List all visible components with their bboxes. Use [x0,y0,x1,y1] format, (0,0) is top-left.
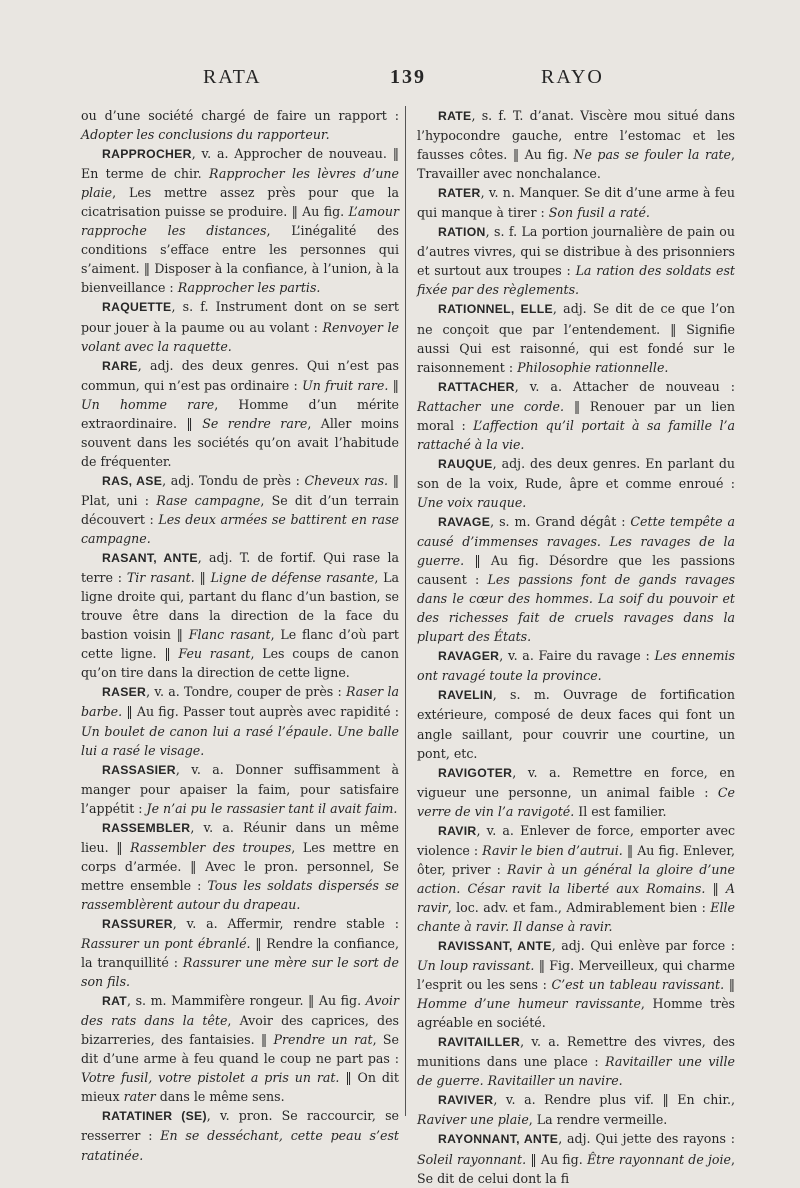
entry-headword: RAVELIN [438,688,493,703]
entry-text: , Le flanc d’où part cette ligne. ‖ [81,627,399,662]
entry-example: Votre fusil, votre pistolet a pris un rat. [81,1070,340,1086]
entry-headword: RAVISSANT, ANTE [438,939,552,954]
entry-headword: RAVIR [438,823,477,838]
entry-headword: RASSURER [102,916,173,931]
entry-headword: RAQUETTE [102,300,172,315]
entry-text: , v. a. Remettre en force, en vigueur une personne, un animal faible : [417,764,735,800]
dictionary-entry-ravissant [417,936,735,1032]
entry-example: Ligne de défense rasante [210,570,375,586]
entry-text: , adj. Qui jette des rayons : [558,1131,735,1147]
entry-headword: RASSEMBLER [102,820,191,835]
entry-example: Flanc rasant [188,627,271,643]
entry-text: ‖ Fig. Merveilleux, qui charme l’esprit ou les sens : [417,958,735,993]
entry-example: L’affection qu’il portait à sa famille l’a rattaché à la vie. [417,417,735,452]
entry-example: Rassembler des troupes [130,839,292,855]
entry-text: , v. n. Manquer. Se dit d’une arme à feu qui manque à tirer : [417,185,735,221]
entry-example: Rase campagne [156,492,261,508]
dictionary-entry-ravigoter [417,763,735,821]
entry-example: Avoir des rats dans la tête [81,993,399,1029]
entry-text: ‖ Renouer par un lien moral : [417,398,735,433]
dictionary-entry-rapprocher [81,144,399,297]
entry-example: Je n’ai pu le rassasier tant il avait faim. [146,800,398,816]
dictionary-entry-rate [417,106,735,183]
entry-headword: RAPPROCHER [102,147,192,162]
page-number: 139 [390,66,426,88]
dictionary-entry-ravitailler [417,1032,735,1090]
entry-example: Tir rasant. [126,570,195,586]
entry-text: ‖ [388,377,399,393]
entry-text: , v. a. Réunir dans un même lieu. ‖ [81,819,399,855]
entry-example: Un fruit rare. [302,377,389,393]
right-column [417,106,735,1188]
entry-text: , v. a. Faire du ravage : [499,648,655,664]
entry-example: Ravitailler une ville de guerre. Ravitailler un navire. [417,1054,735,1089]
entry-example: Homme d’une humeur ravissante [417,996,641,1012]
entry-example: Un loup ravissant. [417,958,535,974]
entry-headword: RAS, ASE [102,473,163,488]
dictionary-entry-rasant [81,548,399,682]
entry-text: , adj. des deux genres. Qui n’est pas commun, qui n’est pas ordinaire : [81,357,399,393]
entry-example: A ravir [417,880,735,915]
dictionary-entry-ravir [417,821,735,936]
entry-text: ‖ On dit mieux [81,1070,399,1105]
entry-headword: RAUQUE [438,456,493,471]
entry-headword: RASER [102,685,147,700]
entry-text: ‖ [194,570,211,586]
entry-example: Les passions font de gands ravages dans le cœur des hommes. La soif du pouvoir et des richesses fait de cruels ravages dans la plupart des États. [417,572,735,645]
entry-headword: RASANT, ANTE [102,551,198,566]
entry-headword: RATTACHER [438,379,515,394]
entry-text: Il est familier. [574,803,667,819]
entry-text: , v. a. Attacher de nouveau : [514,378,735,394]
entry-example: Cette tempête a causé d’immenses ravages. Les ravages de la guerre. [417,513,735,569]
entry-headword: RATE [438,109,472,123]
dictionary-entry-rassembler [81,818,399,914]
entry-text: , Aller moins souvent dans les sociétés qu’on avait l’habitude de fréquenter. [81,415,399,469]
entry-example: Son fusil a raté. [548,205,650,221]
entry-example: Prendre un rat [273,1032,373,1048]
entry-example: Ce verre de vin l’a ravigoté. [417,784,735,819]
entry-headword: RAVAGE [438,514,491,529]
dictionary-entry-rater [417,183,735,222]
entry-example: C’est un tableau ravissant. [551,977,725,993]
entry-headword: RAT [102,994,128,1009]
entry-headword: RAVITAILLER [438,1035,521,1050]
entry-text: ‖ Au fig. Passer tout auprès avec rapidité : [122,704,399,720]
entry-text: , v. a. Remettre des vivres, des munitions dans une place : [417,1034,735,1070]
entry-text: , Homme très agréable en société. [417,996,735,1031]
entry-example: Renvoyer le volant avec la raquette. [81,319,399,354]
dictionary-entry-ravelin [417,685,735,762]
entry-headword: RAVIVER [438,1093,494,1108]
entry-text: ‖ Au fig. Enlever, ôter, priver : [417,842,735,877]
entry-example: La ration des soldats est fixée par des règlements. [417,263,735,298]
entry-text: , s. f. T. d’anat. Viscère mou situé dans l’hypocondre gauche, entre l’estomac et les fausses côtes. ‖ Au fig. [417,108,735,163]
entry-headword: RAYONNANT, ANTE [438,1132,559,1147]
entry-example: Ne pas se fouler la rate [573,147,731,163]
entry-example: Les ennemis ont ravagé toute la province. [417,648,736,684]
entry-text: , v. a. Rendre plus vif. ‖ En chir., [493,1092,735,1108]
entry-text: ou d’une société chargé de faire un rapport : [81,108,399,123]
entry-example: Les deux armées se battirent en rase campagne. [81,511,399,547]
entry-text: , v. pron. Se raccourcir, se resserrer : [81,1108,399,1144]
dictionary-entry-ration [417,222,735,299]
entry-headword: RASSASIER [102,762,176,777]
entry-text: , Se dit de celui dont la fi [417,1151,735,1186]
entry-example: Rapprocher les partis. [177,280,321,296]
entry-text: , Se dit d’une arme à feu quand le coup ne part pas : [81,1032,399,1067]
entry-example: rater [123,1089,156,1105]
entry-example: L’amour rapproche les distances [81,204,399,239]
entry-example: Raser la barbe. [81,684,399,720]
entry-example: Rassurer un pont ébranlé. [81,936,251,952]
entry-text: , adj. Qui enlève par force : [551,938,735,954]
entry-headword: RARE [102,358,138,373]
entry-example: Un homme rare [81,396,215,412]
dictionary-entry-raquette [81,297,399,355]
entry-text: , adj. des deux genres. En parlant du son de la voix, Rude, âpre et comme enroué : [417,455,735,491]
entry-text: , Travailler avec nonchalance. [417,147,735,182]
dictionary-entry-ratatiner [81,1106,399,1164]
entry-headword: RATER [438,186,481,201]
entry-text: , adj. Se dit de ce que l’on ne conçoit que par l’entendement. ‖ Signifie aussi Qui est raisonné, qui est fondé sur le raisonnement : [417,301,735,375]
dictionary-entry-raser [81,682,399,759]
column-divider [405,106,406,1116]
dictionary-entry-ravager [417,646,735,685]
entry-example: Raviver une plaie [417,1112,529,1128]
entry-text: , L’inégalité des conditions s’efface entre les personnes qui s’aiment. ‖ Disposer à la confiance, à l’union, à la bienveillance : [81,223,399,296]
entry-text: ‖ [724,977,735,993]
entry-example: Se rendre rare [202,415,308,431]
dictionary-entry-rauque [417,454,735,512]
entry-example: Rattacher une corde. [417,398,565,414]
entry-text: , s. m. Ouvrage de fortification extérieure, composé de deux faces qui font un angle saillant, pour couvrir une courtine, un pont, etc. [417,687,735,761]
entry-headword: RAVAGER [438,649,500,664]
entry-text: ‖ Au fig. [526,1151,587,1167]
dictionary-entry-ravage [417,512,735,646]
entry-text: , s. m. Grand dégât : [490,513,631,529]
entry-text: , La ligne droite qui, partant du flanc d’un bastion, se trouve être dans la direction de la face du bastion voisin ‖ [81,570,399,643]
entry-text: , s. f. La portion journalière de pain ou d’autres vivres, qui se distribue à des prisonniers et surtout aux troupes : [417,224,735,279]
dictionary-entry-cont [81,106,399,144]
entry-example: Un boulet de canon lui a rasé l’épaule. Une balle lui a rasé le visage. [81,723,399,758]
entry-example: Soleil rayonnant. [417,1151,527,1167]
entry-text: dans le même sens. [155,1089,285,1105]
dictionary-entry-rayonnant [417,1129,735,1187]
entry-example: Ravir à un général la gloire d’une action. César ravit la liberté aux Romains. [417,861,735,896]
entry-headword: RATIONNEL, ELLE [438,302,553,317]
entry-text: , Les mettre assez près pour que la cicatrisation puisse se produire. ‖ Au fig. [81,185,399,220]
entry-example: Rapprocher les lèvres d’une plaie [81,166,399,201]
left-column [81,106,399,1165]
entry-example: Adopter les conclusions du rapporteur. [81,127,330,143]
entry-example: En se desséchant, cette peau s’est ratatinée. [81,1128,399,1163]
entry-text: ‖ [705,880,726,896]
entry-text: , s. f. Instrument dont on se sert pour jouer à la paume ou au volant : [81,299,399,335]
entry-text: ‖ Rendre la confiance, la tranquillité : [81,936,400,971]
entry-headword: RATION [438,225,486,240]
entry-text: , adj. T. de fortif. Qui rase la terre : [81,550,399,586]
dictionary-entry-rattacher [417,377,735,454]
entry-example: Une voix rauque. [417,494,527,510]
entry-text: ‖ Plat, uni : [81,472,399,508]
dictionary-entry-rationnel [417,299,735,376]
entry-text: , Homme d’un mérite extraordinaire. ‖ [81,396,399,431]
entry-text: , loc. adv. et fam., Admirablement bien : [447,899,711,915]
entry-headword: RATATINER (SE) [102,1109,207,1124]
entry-text: , Avoir des caprices, des bizarreries, des fantaisies. ‖ [81,1013,399,1048]
entry-text: , s. m. Mammifère rongeur. ‖ Au fig. [127,993,366,1009]
entry-text: , v. a. Enlever de force, emporter avec violence : [417,822,735,858]
entry-text: , v. a. Approcher de nouveau. ‖ En terme de chir. [81,146,399,182]
dictionary-entry-ras [81,471,399,548]
entry-example: Tous les soldats dispersés se rassemblèrent autour du drapeau. [81,877,399,912]
running-head-right: RAYO [541,66,604,88]
dictionary-entry-raviver [417,1090,735,1129]
entry-headword: RAVIGOTER [438,765,513,780]
entry-example: Être rayonnant de joie [586,1151,731,1167]
entry-example: Philosophie rationnelle. [517,359,669,375]
entry-text: , Les coups de canon qu’on tire dans la direction de cette ligne. [81,646,399,681]
entry-example: Feu rasant [178,646,251,662]
dictionary-entry-rassasier [81,760,399,818]
entry-text: , La rendre vermeille. [528,1112,668,1128]
entry-text: , adj. Tondu de près : [162,472,305,488]
entry-example: Rassurer une mère sur le sort de son fils. [81,955,399,990]
entry-text: , v. a. Donner suffisamment à manger pour apaiser la faim, pour satisfaire l’appétit : [81,761,399,816]
entry-text: , Les mettre en corps d’armée. ‖ Avec le pron. personnel, Se mettre ensemble : [81,839,399,893]
entry-text: ‖ Au fig. Désordre que les passions causent : [417,553,735,588]
entry-example: Ravir le bien d’autrui. [482,842,623,858]
entry-example: Elle chante à ravir. Il danse à ravir. [417,899,735,934]
entry-text: , v. a. Tondre, couper de près : [146,684,346,700]
dictionary-entry-rare [81,356,399,471]
running-head-left: RATA [203,66,262,88]
entry-text: , Se dit d’un terrain découvert : [81,492,399,527]
dictionary-entry-rat [81,991,399,1106]
entry-text: , v. a. Affermir, rendre stable : [172,915,399,931]
dictionary-entry-rassurer [81,914,399,991]
entry-example: Cheveux ras. [304,472,389,488]
